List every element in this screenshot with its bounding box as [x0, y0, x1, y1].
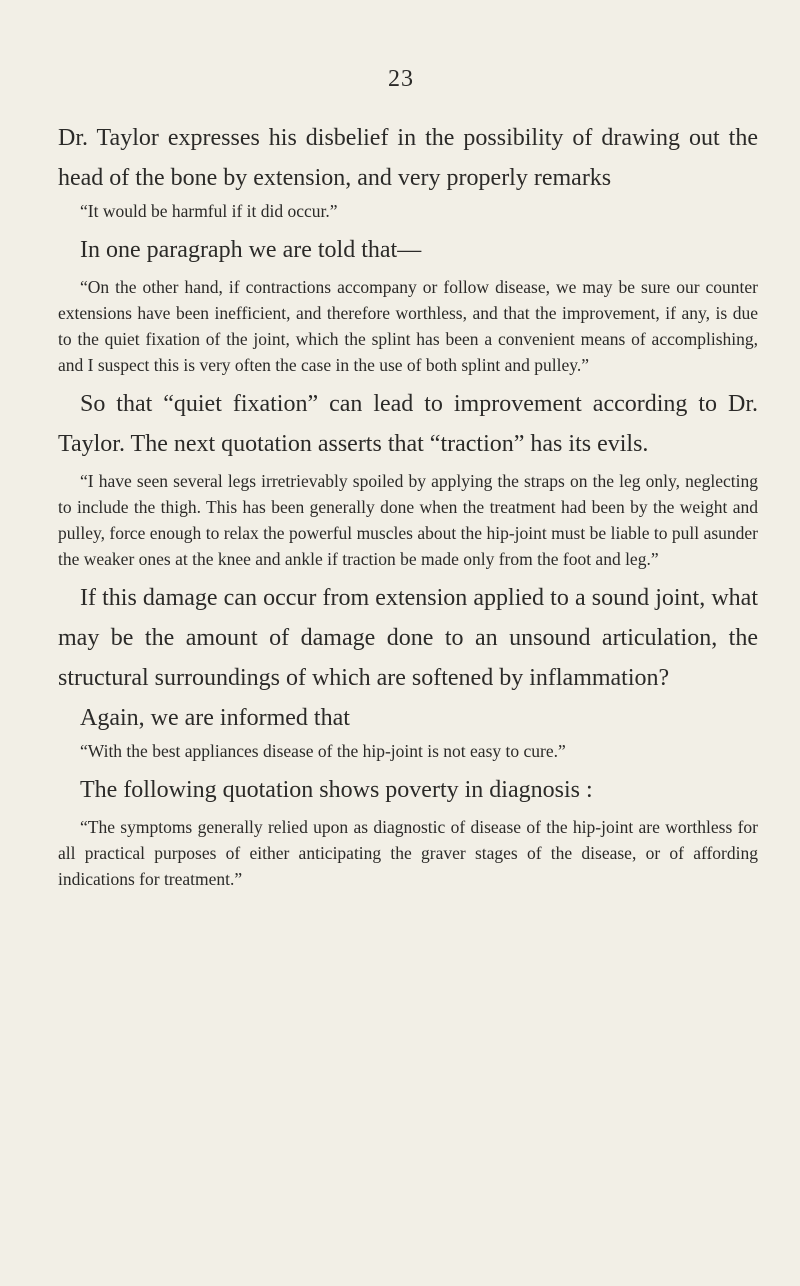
paragraph-one-paragraph: In one paragraph we are told that— — [80, 237, 422, 263]
quote-legs-spoiled: “I have seen several legs irretrievably spoiled by applying the straps on the leg only, neglecting to include the thigh. This has been generally done when the treatment had been by the weight and pulley, force enough to relax the powerful muscles about the hip-joint must be liable to pull asunder the weaker ones at the knee and ankle if traction be made only from the foot and leg.” — [58, 471, 758, 569]
paragraph-again-informed: Again, we are informed that — [80, 705, 350, 731]
page-number: 23 — [388, 66, 414, 92]
paragraph-quiet-fixation: So that “quiet fixation” can lead to improvement according to Dr. Taylor. The next quotation asserts that “traction” has its evils. — [58, 391, 758, 457]
quote-contractions: “On the other hand, if contractions accompany or follow disease, we may be sure our counter extensions have been inefficient, and therefore worthless, and that the improvement, if any, is due to the quiet fixation of the joint, which the splint has been a convenient means of accomplishing, and I suspect this is very often the case in the use of both splint and pulley.” — [58, 277, 758, 375]
paragraph-damage: If this damage can occur from extension applied to a sound joint, what may be the amount of damage done to an unsound articulation, the structural surroundings of which are softened by inflammation? — [58, 585, 758, 691]
quote-harmful: “It would be harmful if it did occur.” — [80, 201, 338, 221]
paragraph-taylor-disbelief: Dr. Taylor expresses his disbelief in the possibility of drawing out the head of the bone by extension, and very properly remarks — [58, 125, 758, 191]
paragraph-following-quotation: The following quotation shows poverty in diagnosis : — [80, 777, 593, 803]
quote-best-appliances: “With the best appliances disease of the hip-joint is not easy to cure.” — [80, 741, 566, 761]
page-body — [58, 118, 758, 898]
quote-symptoms: “The symptoms generally relied upon as diagnostic of disease of the hip-joint are worthless for all practical purposes of either anticipating the graver stages of the disease, or of affording indications for treatment.” — [58, 817, 758, 889]
